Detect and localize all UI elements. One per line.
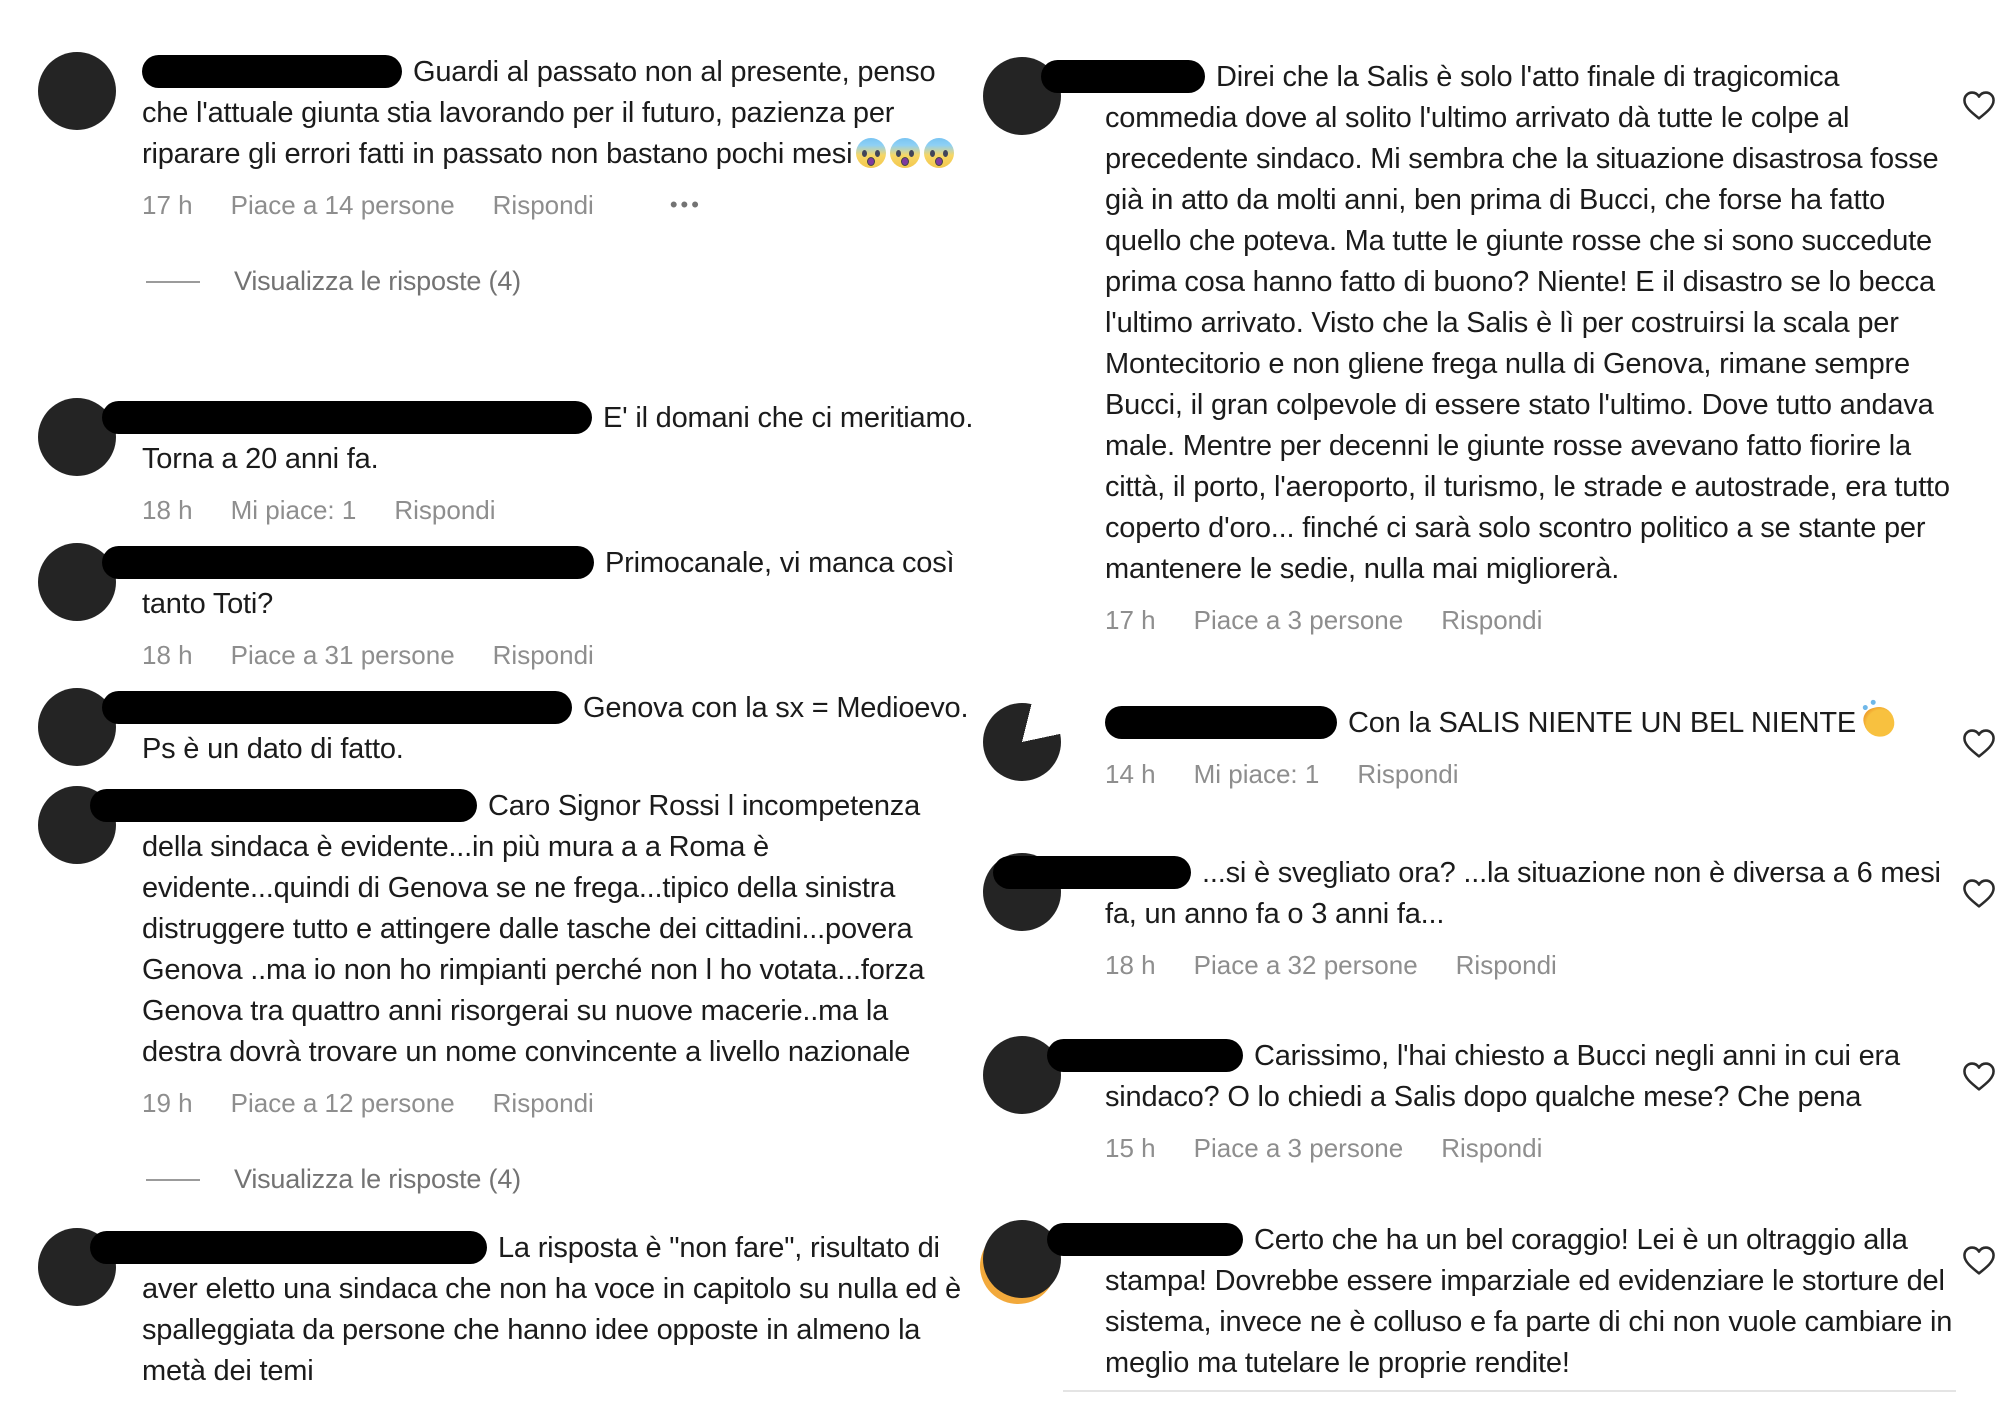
replies-divider xyxy=(146,281,200,283)
reply-button[interactable]: Rispondi xyxy=(1441,1133,1543,1163)
comment-body xyxy=(142,398,974,526)
comment-body xyxy=(142,688,974,770)
likes-count[interactable]: Piace a 3 persone xyxy=(1193,605,1404,635)
view-replies-toggle[interactable] xyxy=(142,1159,974,1200)
comment-text: E' il domani che ci meritiamo. Torna a 20 anni fa. xyxy=(142,402,974,475)
like-button[interactable] xyxy=(1961,87,1997,123)
like-button[interactable] xyxy=(1961,725,1997,761)
comment-text: Caro Signor Rossi l incompetenza della sindaca è evidente...in più mura a a Roma è evidente...quindi di Genova se ne frega...tipico della sinistra distruggere tutto e attingere dalle tasche dei cittadini...povera Genova ..ma io non ho rimpianti perché non l ho votata...forza Genova tra quattro anni risorgerai su nuove macerie..ma la destra dovrà trovare un nome convincente a livello nazionale xyxy=(142,790,925,1068)
username-redacted[interactable] xyxy=(142,1231,487,1264)
comment-meta xyxy=(1105,604,1955,636)
reply-button[interactable]: Rispondi xyxy=(1455,950,1557,980)
username-redacted[interactable] xyxy=(142,691,572,724)
comment-body xyxy=(1105,1220,1955,1384)
likes-count[interactable]: Mi piace: 1 xyxy=(230,495,357,525)
reply-button[interactable]: Rispondi xyxy=(394,495,496,525)
comment-text: La risposta è "non fare", risultato di aver eletto una sindaca che non ha voce in capitolo su nulla ed è spalleggiata da persone che hanno idee opposte in almeno la metà dei temi xyxy=(142,1232,961,1387)
reply-button[interactable]: Rispondi xyxy=(1357,759,1459,789)
username-redacted[interactable] xyxy=(1105,856,1191,889)
comment-meta xyxy=(142,639,974,671)
reply-button[interactable]: Rispondi xyxy=(492,640,594,670)
heart-icon xyxy=(1961,1058,1997,1094)
likes-count[interactable]: Piace a 32 persone xyxy=(1193,950,1418,980)
comment-meta xyxy=(1105,758,1955,790)
comment-body xyxy=(1105,853,1955,981)
timestamp: 17 h xyxy=(142,190,193,220)
like-button[interactable] xyxy=(1961,1242,1997,1278)
comment xyxy=(142,543,974,671)
like-button[interactable] xyxy=(1961,1058,1997,1094)
view-replies-label[interactable]: Visualizza le risposte (4) xyxy=(234,1164,521,1194)
comment-text: Certo che ha un bel coraggio! Lei è un oltraggio alla stampa! Dovrebbe essere imparziale ed evidenziare le storture del sistema, invece ne è colluso e fa parte di chi non vuole cambiare in meglio ma tutelare le proprie rendite! xyxy=(1105,1224,1953,1379)
comment xyxy=(1105,853,1955,981)
username-redacted[interactable] xyxy=(142,546,594,579)
heart-icon xyxy=(1961,1242,1997,1278)
timestamp: 15 h xyxy=(1105,1133,1156,1163)
timestamp: 14 h xyxy=(1105,759,1156,789)
comment-meta xyxy=(142,189,974,221)
comment xyxy=(142,398,974,526)
reply-button[interactable]: Rispondi xyxy=(492,190,594,220)
comment-body xyxy=(1105,703,1955,790)
username-redacted[interactable] xyxy=(142,789,477,822)
heart-icon xyxy=(1961,725,1997,761)
comment-meta xyxy=(142,1087,974,1119)
comment xyxy=(142,52,974,302)
comment xyxy=(1105,1220,1955,1384)
timestamp: 18 h xyxy=(1105,950,1156,980)
comment-body xyxy=(142,786,974,1200)
comment xyxy=(142,688,974,770)
comment-text: Genova con la sx = Medioevo. Ps è un dato di fatto. xyxy=(142,692,969,765)
timestamp: 18 h xyxy=(142,495,193,525)
comment xyxy=(142,1228,974,1392)
view-replies-label[interactable]: Visualizza le risposte (4) xyxy=(234,266,521,296)
heart-icon xyxy=(1961,875,1997,911)
username-redacted[interactable] xyxy=(142,401,592,434)
comment xyxy=(1105,57,1955,636)
avatar[interactable] xyxy=(38,52,116,130)
likes-count[interactable]: Piace a 3 persone xyxy=(1193,1133,1404,1163)
comment-body xyxy=(142,52,974,302)
timestamp: 18 h xyxy=(142,640,193,670)
comment-text: Guardi al passato non al presente, penso che l'attuale giunta stia lavorando per il futuro, pazienza per riparare gli errori fatti in passato non bastano pochi mesi xyxy=(142,56,936,170)
divider xyxy=(1063,1390,1956,1392)
scream-emoji xyxy=(890,138,920,168)
heart-icon xyxy=(1961,87,1997,123)
comment xyxy=(1105,1036,1955,1164)
avatar[interactable] xyxy=(983,703,1061,781)
comment-body xyxy=(1105,57,1955,636)
timestamp: 17 h xyxy=(1105,605,1156,635)
like-button[interactable] xyxy=(1961,875,1997,911)
comment-text: Carissimo, l'hai chiesto a Bucci negli anni in cui era sindaco? O lo chiedi a Salis dopo qualche mese? Che pena xyxy=(1105,1040,1900,1113)
clap-emoji xyxy=(1861,704,1898,741)
comment-meta xyxy=(1105,949,1955,981)
comment xyxy=(142,786,974,1200)
username-redacted[interactable] xyxy=(1105,706,1337,739)
username-redacted[interactable] xyxy=(142,55,402,88)
likes-count[interactable]: Mi piace: 1 xyxy=(1193,759,1320,789)
comment-text: Con la SALIS NIENTE UN BEL NIENTE xyxy=(1348,707,1857,739)
reply-button[interactable]: Rispondi xyxy=(492,1088,594,1118)
comment-text: Direi che la Salis è solo l'atto finale di tragicomica commedia dove al solito l'ultimo arrivato dà tutte le colpe al precedente sindaco. Mi sembra che la situazione disastrosa fosse già in atto da molti anni, ben prima di Bucci, che forse ha fatto quello che poteva. Ma tutte le giunte rosse che si sono succedute prima cosa hanno fatto di buono? Niente! E il disastro se lo becca l'ultimo arrivato. Visto che la Salis è lì per costruirsi la scala per Montecitorio e non gliene frega nulla di Genova, rimane sempre Bucci, il gran colpevole di essere stato l'ultimo. Dove tutto andava male. Mentre per decenni le giunte rosse avevano fatto fiorire la città, il porto, l'aeroporto, il turismo, le strade e autostrade, era tutto coperto d'oro... finché ci sarà solo scontro politico a se stante per mantenere le sedie, nulla mai migliorerà. xyxy=(1105,61,1950,585)
username-redacted[interactable] xyxy=(1105,1039,1243,1072)
likes-count[interactable]: Piace a 31 persone xyxy=(230,640,455,670)
replies-divider xyxy=(146,1179,200,1181)
scream-emoji xyxy=(856,138,886,168)
comment xyxy=(1105,703,1955,790)
likes-count[interactable]: Piace a 12 persone xyxy=(230,1088,455,1118)
comment-text: ...si è svegliato ora? ...la situazione non è diversa a 6 mesi fa, un anno fa o 3 anni fa... xyxy=(1105,857,1941,930)
reply-button[interactable]: Rispondi xyxy=(1441,605,1543,635)
username-redacted[interactable] xyxy=(1105,1223,1243,1256)
username-redacted[interactable] xyxy=(1105,60,1205,93)
comment-meta xyxy=(1105,1132,1955,1164)
likes-count[interactable]: Piace a 14 persone xyxy=(230,190,455,220)
view-replies-toggle[interactable] xyxy=(142,261,974,302)
comment-body xyxy=(1105,1036,1955,1164)
scream-emoji xyxy=(924,138,954,168)
comment-body xyxy=(142,1228,974,1392)
more-options-icon[interactable]: ••• xyxy=(669,192,702,217)
comment-body xyxy=(142,543,974,671)
comment-text: Primocanale, vi manca così tanto Toti? xyxy=(142,547,955,620)
comment-meta xyxy=(142,494,974,526)
timestamp: 19 h xyxy=(142,1088,193,1118)
